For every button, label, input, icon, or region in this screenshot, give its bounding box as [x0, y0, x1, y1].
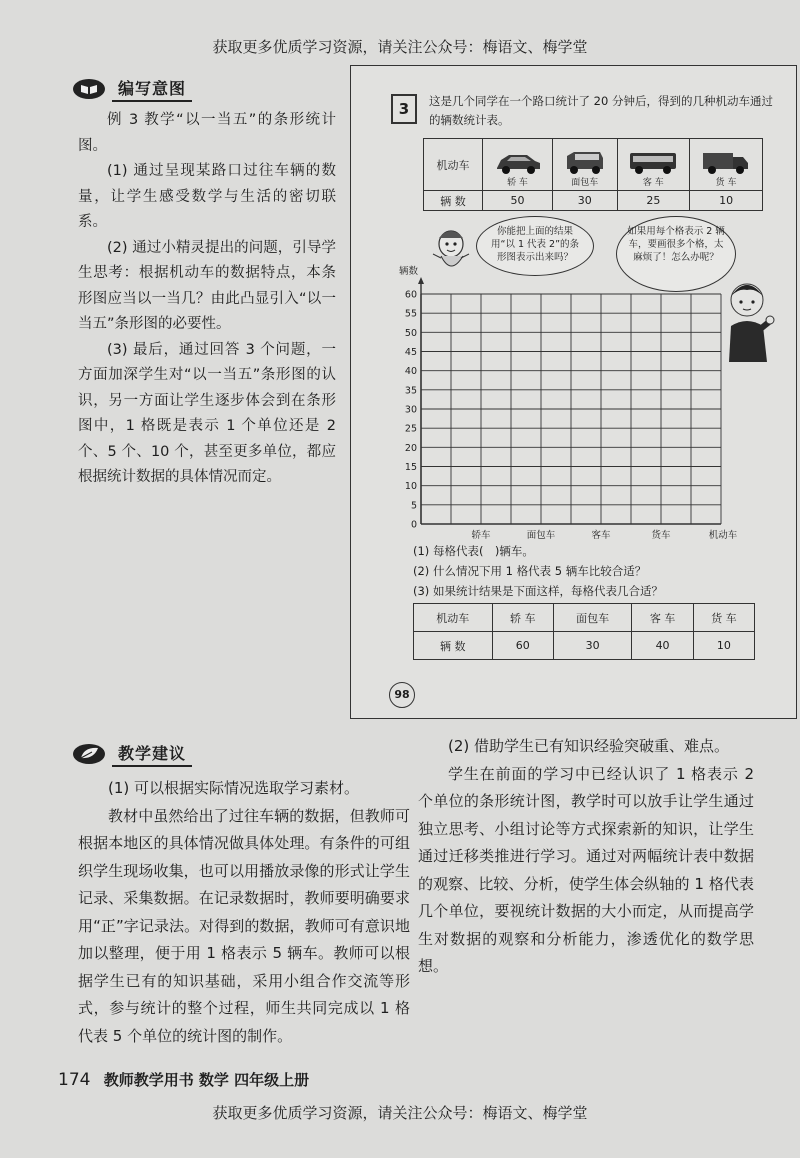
y-axis-arrow: [418, 277, 424, 284]
count-cell: 10: [693, 632, 754, 660]
y-tick-label: 10: [404, 481, 417, 493]
question-1: (1) 每格代表( )辆车。: [413, 544, 534, 558]
elf-speech-bubble: 你能把上面的结果用“以 1 代表 2”的条形图表示出来吗？: [476, 216, 594, 276]
y-tick-label: 50: [404, 327, 417, 339]
count-cell: 10: [690, 191, 763, 211]
bus-cell: [617, 139, 690, 191]
y-tick-label: 25: [404, 423, 417, 435]
design-intent-title: 编写意图: [112, 75, 192, 102]
vehicle-label: 轿 车: [492, 604, 553, 632]
vehicle-label: 客 车: [642, 178, 664, 188]
y-tick-label: 0: [410, 519, 417, 531]
vehicle-table: [423, 138, 763, 211]
y-tick-label: 60: [404, 289, 417, 301]
teaching-suggestions-title: 教学建议: [112, 740, 192, 767]
question-2: (2) 什么情况下用 1 格代表 5 辆车比较合适？: [413, 564, 647, 578]
x-category-label: 货车: [651, 530, 671, 541]
example-number: 3: [391, 94, 417, 124]
vehicle-label: 客 车: [632, 604, 693, 632]
count-cell: 50: [483, 191, 553, 211]
textbook-page-number: 98: [389, 682, 415, 708]
watermark-top: 获取更多优质学习资源，请关注公众号：梅语文、梅学堂: [212, 38, 588, 56]
design-intent-paragraph: (1) 通过呈现某路口过往车辆的数量，让学生感受数学与生活的密切联系。: [78, 163, 336, 230]
table-count-header: 辆 数: [424, 191, 483, 211]
y-tick-label: 55: [404, 308, 417, 320]
vehicle-label: 货 车: [715, 178, 737, 188]
leaf-icon: [72, 743, 106, 765]
count-cell: 30: [553, 191, 618, 211]
page-number: 174: [58, 1070, 91, 1090]
page-footer: [58, 1069, 309, 1090]
suggestions-left-column: [78, 775, 410, 1050]
count-cell: 25: [617, 191, 690, 211]
open-book-icon: [72, 78, 106, 100]
x-axis-label: 机动车: [708, 530, 738, 541]
textbook-page: [350, 65, 797, 719]
truck-icon: [700, 148, 752, 178]
vehicle-label: 面包车: [571, 178, 599, 188]
boy-speech-bubble: 如果用每个格表示 2 辆车，要画很多个格，太麻烦了！怎么办呢？: [616, 216, 736, 292]
example-intro: 这是几个同学在一个路口统计了 20 分钟后，得到的几种机动车通过的辆数统计表。: [429, 94, 773, 127]
suggestions-right-column: [418, 733, 754, 981]
table-count-header: 辆 数: [414, 632, 493, 660]
question-3: (3) 如果统计结果是下面这样，每格代表几合适？: [413, 584, 663, 598]
y-tick-label: 40: [404, 366, 417, 378]
watermark-bottom: 获取更多优质学习资源，请关注公众号：梅语文、梅学堂: [212, 1104, 588, 1122]
x-category-label: 面包车: [526, 530, 556, 541]
design-intent-paragraph: (3) 最后，通过回答 3 个问题，一方面加深学生对“以一当五”条形图的认识，另一方面让学生逐步体会到在条形图中，1 格既是表示 1 个单位还是 2 个、5 个、10 个，甚至更多单位，都应根据统计数据的具体情况而定。: [78, 341, 336, 485]
count-cell: 60: [492, 632, 553, 660]
car-cell: [483, 139, 553, 191]
design-intent-heading: [72, 75, 192, 102]
y-tick-label: 15: [404, 462, 417, 473]
x-category-label: 客车: [591, 530, 611, 541]
y-tick-label: 35: [404, 385, 417, 397]
count-cell: 30: [553, 632, 632, 660]
vehicle-label: 面包车: [553, 604, 632, 632]
y-axis-label: 辆数: [399, 266, 419, 277]
truck-cell: [690, 139, 763, 191]
van-cell: [553, 139, 618, 191]
y-tick-label: 30: [404, 404, 417, 416]
x-category-label: 轿车: [471, 530, 491, 541]
vehicle-table-2: [413, 603, 755, 660]
table-row-header: 机动车: [424, 139, 483, 191]
suggestion-paragraph: 学生在前面的学习中已经认识了 1 格表示 2 个单位的条形统计图，教学时可以放手让学生通过独立思考、小组讨论等方式探索新的知识，让学生通过迁移类推进行学习。通过对两幅统计表中数据的观察、比较、分析，使学生体会纵轴的 1 格代表几个单位，要视统计数据的大小而定，从而提高学生对数据的观察和分析能力，渗透优化的数学思想。: [418, 764, 754, 975]
y-tick-label: 45: [404, 347, 417, 358]
vehicle-label: 货 车: [693, 604, 754, 632]
car-icon: [493, 148, 543, 178]
suggestion-paragraph: 教材中虽然给出了过往车辆的数据，但教师可根据本地区的具体情况做具体处理。有条件的可组织学生现场收集，也可以用播放录像的形式让学生记录、采集数据。在记录数据时，教师要明确要求用“正”字记录法。对得到的数据，教师可有意识地加以整理，便于用 1 格表示 5 辆车。教师可以根据学生已有的知识基础，采用小组合作交流等形式，参与统计的整个过程，师生共同完成以 1 格代表 5 个单位的统计图的制作。: [78, 806, 410, 1045]
bus-icon: [627, 148, 679, 178]
book-title: 教师教学用书 数学 四年级上册: [103, 1071, 310, 1089]
suggestion-paragraph: (2) 借助学生已有知识经验突破重、难点。: [448, 737, 730, 755]
count-cell: 40: [632, 632, 693, 660]
y-tick-label: 5: [410, 500, 417, 512]
suggestion-paragraph: (1) 可以根据实际情况选取学习素材。: [108, 779, 360, 797]
van-icon: [562, 148, 608, 178]
design-intent-paragraph: 例 3 教学“以一当五”的条形统计图。: [78, 112, 336, 154]
teaching-suggestions-heading: [72, 740, 192, 767]
vehicle-label: 轿 车: [507, 178, 528, 188]
bar-chart-grid: [396, 266, 746, 544]
elf-illustration: [429, 226, 473, 278]
y-tick-label: 20: [404, 442, 417, 454]
design-intent-paragraph: (2) 通过小精灵提出的问题，引导学生思考：根据机动车的数据特点，本条形图应当以一当几？由此凸显引入“以一当五”条形图的必要性。: [78, 239, 336, 332]
table-row-header: 机动车: [414, 604, 493, 632]
design-intent-body: [78, 108, 336, 491]
